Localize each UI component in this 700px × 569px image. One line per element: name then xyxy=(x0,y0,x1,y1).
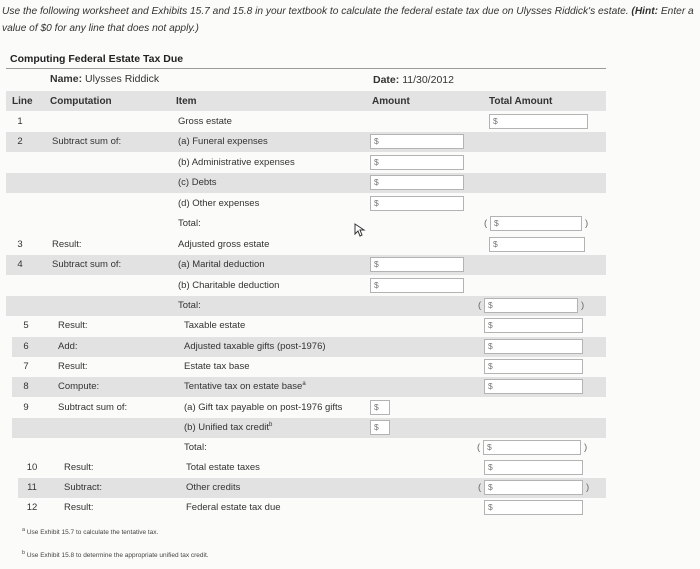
footnote-a xyxy=(22,527,158,536)
item-label xyxy=(178,198,259,209)
header-item: Item xyxy=(176,96,197,107)
total-amount-input[interactable]: $ xyxy=(490,216,582,231)
table-row xyxy=(6,296,606,316)
item-label xyxy=(178,136,268,147)
computation-label: Result: xyxy=(58,320,88,331)
computation-label: Add: xyxy=(58,341,78,352)
item-label xyxy=(178,177,217,188)
header-amount: Amount xyxy=(372,96,410,107)
item-text: (b) Administrative expenses xyxy=(178,157,295,168)
worksheet-title: Computing Federal Estate Tax Due xyxy=(10,53,184,65)
item-text: Gross estate xyxy=(178,116,232,127)
line-number: 8 xyxy=(23,381,29,392)
total-amount-input[interactable]: $ xyxy=(484,500,583,515)
line-number: 3 xyxy=(17,239,23,250)
line-number: 4 xyxy=(17,259,23,270)
table-row xyxy=(6,214,606,234)
computation-label: Result: xyxy=(64,462,94,473)
item-label xyxy=(184,402,342,413)
footnote-a-mark: a xyxy=(22,527,26,533)
item-text: (a) Gift tax payable on post-1976 gifts xyxy=(184,402,343,413)
table-row xyxy=(18,498,606,518)
computation-label: Result: xyxy=(58,361,88,372)
item-label xyxy=(184,341,326,352)
line-number: 5 xyxy=(23,320,29,331)
total-amount-input[interactable]: $ xyxy=(489,114,588,129)
paren-close: ) xyxy=(586,482,590,493)
footnote-b-text: Use Exhibit 15.8 to determine the appropriate unified tax credit. xyxy=(26,552,209,560)
item-label xyxy=(178,239,269,250)
item-label xyxy=(178,259,265,270)
table-row xyxy=(12,337,606,357)
item-text: Adjusted gross estate xyxy=(178,239,270,250)
mouse-pointer-icon xyxy=(354,223,366,237)
table-row xyxy=(12,377,606,397)
item-text: (b) Charitable deduction xyxy=(178,280,280,291)
item-text: (b) Unified tax credit xyxy=(184,422,270,434)
item-footnote-mark: b xyxy=(269,422,273,428)
table-row xyxy=(6,112,606,132)
item-label xyxy=(178,280,279,291)
item-label xyxy=(186,462,260,473)
date-value: 11/30/2012 xyxy=(402,74,454,86)
total-amount-input[interactable]: $ xyxy=(484,480,583,495)
line-number: 6 xyxy=(23,341,29,352)
table-row xyxy=(6,276,606,296)
table-row xyxy=(6,153,606,173)
date-label: Date: xyxy=(373,74,400,86)
table-row xyxy=(6,132,606,152)
computation-label: Subtract sum of: xyxy=(52,259,122,270)
title-divider xyxy=(6,68,606,69)
total-amount-input[interactable]: $ xyxy=(484,460,583,475)
line-number: 12 xyxy=(26,502,38,513)
amount-input[interactable]: $ xyxy=(370,278,464,293)
date-field xyxy=(373,74,454,86)
table-row xyxy=(6,194,606,214)
footnote-a-text: Use Exhibit 15.7 to calculate the tentative tax. xyxy=(26,529,159,537)
footnote-b-mark: b xyxy=(22,550,26,556)
paren-close: ) xyxy=(585,218,589,229)
table-row xyxy=(12,438,606,458)
paren-close: ) xyxy=(581,300,585,311)
instructions xyxy=(2,3,696,37)
item-text: Total: xyxy=(178,300,201,311)
paren-close: ) xyxy=(584,442,588,453)
total-amount-input[interactable]: $ xyxy=(484,339,583,354)
item-text: Adjusted taxable gifts (post-1976) xyxy=(184,341,326,352)
item-text: Taxable estate xyxy=(184,320,246,331)
item-text: Total: xyxy=(178,218,201,229)
computation-label: Subtract sum of: xyxy=(52,136,122,147)
item-label xyxy=(184,381,306,392)
amount-input[interactable]: $ xyxy=(370,134,464,149)
table-row xyxy=(6,235,606,255)
amount-input[interactable]: $ xyxy=(370,155,464,170)
total-amount-input[interactable]: $ xyxy=(483,440,581,455)
item-text: (a) Marital deduction xyxy=(178,259,265,270)
footnote-b xyxy=(22,550,209,559)
item-text: (a) Funeral expenses xyxy=(178,136,268,147)
item-footnote-mark: a xyxy=(302,381,306,387)
item-text: (d) Other expenses xyxy=(178,198,260,209)
item-text: Total: xyxy=(184,442,207,453)
paren-open: ( xyxy=(477,442,481,453)
table-row xyxy=(6,173,606,193)
paren-open: ( xyxy=(478,482,482,493)
header-line: Line xyxy=(12,96,33,107)
item-label xyxy=(178,157,295,168)
amount-input[interactable]: $ xyxy=(370,175,464,190)
total-amount-input[interactable]: $ xyxy=(484,318,583,333)
computation-label: Result: xyxy=(52,239,82,250)
item-label xyxy=(186,482,240,493)
amount-input[interactable]: $ xyxy=(370,196,464,211)
item-text: (c) Debts xyxy=(178,177,217,188)
amount-input[interactable]: $ xyxy=(370,420,390,435)
item-label xyxy=(178,300,201,311)
line-number: 1 xyxy=(17,116,23,127)
item-text: Total estate taxes xyxy=(186,462,260,473)
paren-open: ( xyxy=(478,300,482,311)
total-amount-input[interactable]: $ xyxy=(484,359,583,374)
computation-label: Subtract sum of: xyxy=(58,402,128,413)
paren-open: ( xyxy=(484,218,488,229)
total-amount-input[interactable]: $ xyxy=(484,379,583,394)
computation-label: Subtract: xyxy=(64,482,103,493)
table-row xyxy=(12,357,606,377)
computation-label: Compute: xyxy=(58,381,100,392)
line-number: 11 xyxy=(27,482,37,493)
hint-text: Enter a value of $0 for any line that does not apply.) xyxy=(2,6,694,34)
name-label: Name: xyxy=(50,73,83,85)
item-label xyxy=(178,218,201,229)
table-header xyxy=(6,91,606,111)
table-row xyxy=(12,398,606,418)
item-label xyxy=(184,422,272,433)
name-field xyxy=(50,73,159,85)
line-number: 2 xyxy=(17,136,23,147)
line-number: 7 xyxy=(23,361,29,372)
amount-input[interactable]: $ xyxy=(370,257,464,272)
table-row xyxy=(12,316,606,336)
item-label xyxy=(186,502,281,513)
table-row xyxy=(12,418,606,438)
item-text: Tentative tax on estate base xyxy=(184,381,303,393)
header-computation: Computation xyxy=(50,96,112,107)
item-label xyxy=(184,320,245,331)
header-total-amount: Total Amount xyxy=(489,96,553,107)
item-text: Other credits xyxy=(186,482,241,493)
table-row xyxy=(18,478,606,498)
table-row xyxy=(6,255,606,275)
total-amount-input[interactable]: $ xyxy=(484,298,578,313)
item-text: Federal estate tax due xyxy=(186,502,281,513)
amount-input[interactable]: $ xyxy=(370,400,390,415)
hint-label: (Hint: xyxy=(631,6,659,17)
table-row xyxy=(18,458,606,478)
name-value: Ulysses Riddick xyxy=(85,73,160,85)
item-label xyxy=(178,116,232,127)
line-number: 9 xyxy=(23,402,29,413)
item-label xyxy=(184,361,249,372)
total-amount-input[interactable]: $ xyxy=(489,237,585,252)
line-number: 10 xyxy=(26,462,38,473)
item-label xyxy=(184,442,207,453)
instructions-text: Use the following worksheet and Exhibits 15.7 and 15.8 in your textbook to calculate the federal estate tax due on Ulysses Riddick's estate. xyxy=(2,6,629,17)
computation-label: Result: xyxy=(64,502,94,513)
item-text: Estate tax base xyxy=(184,361,250,372)
